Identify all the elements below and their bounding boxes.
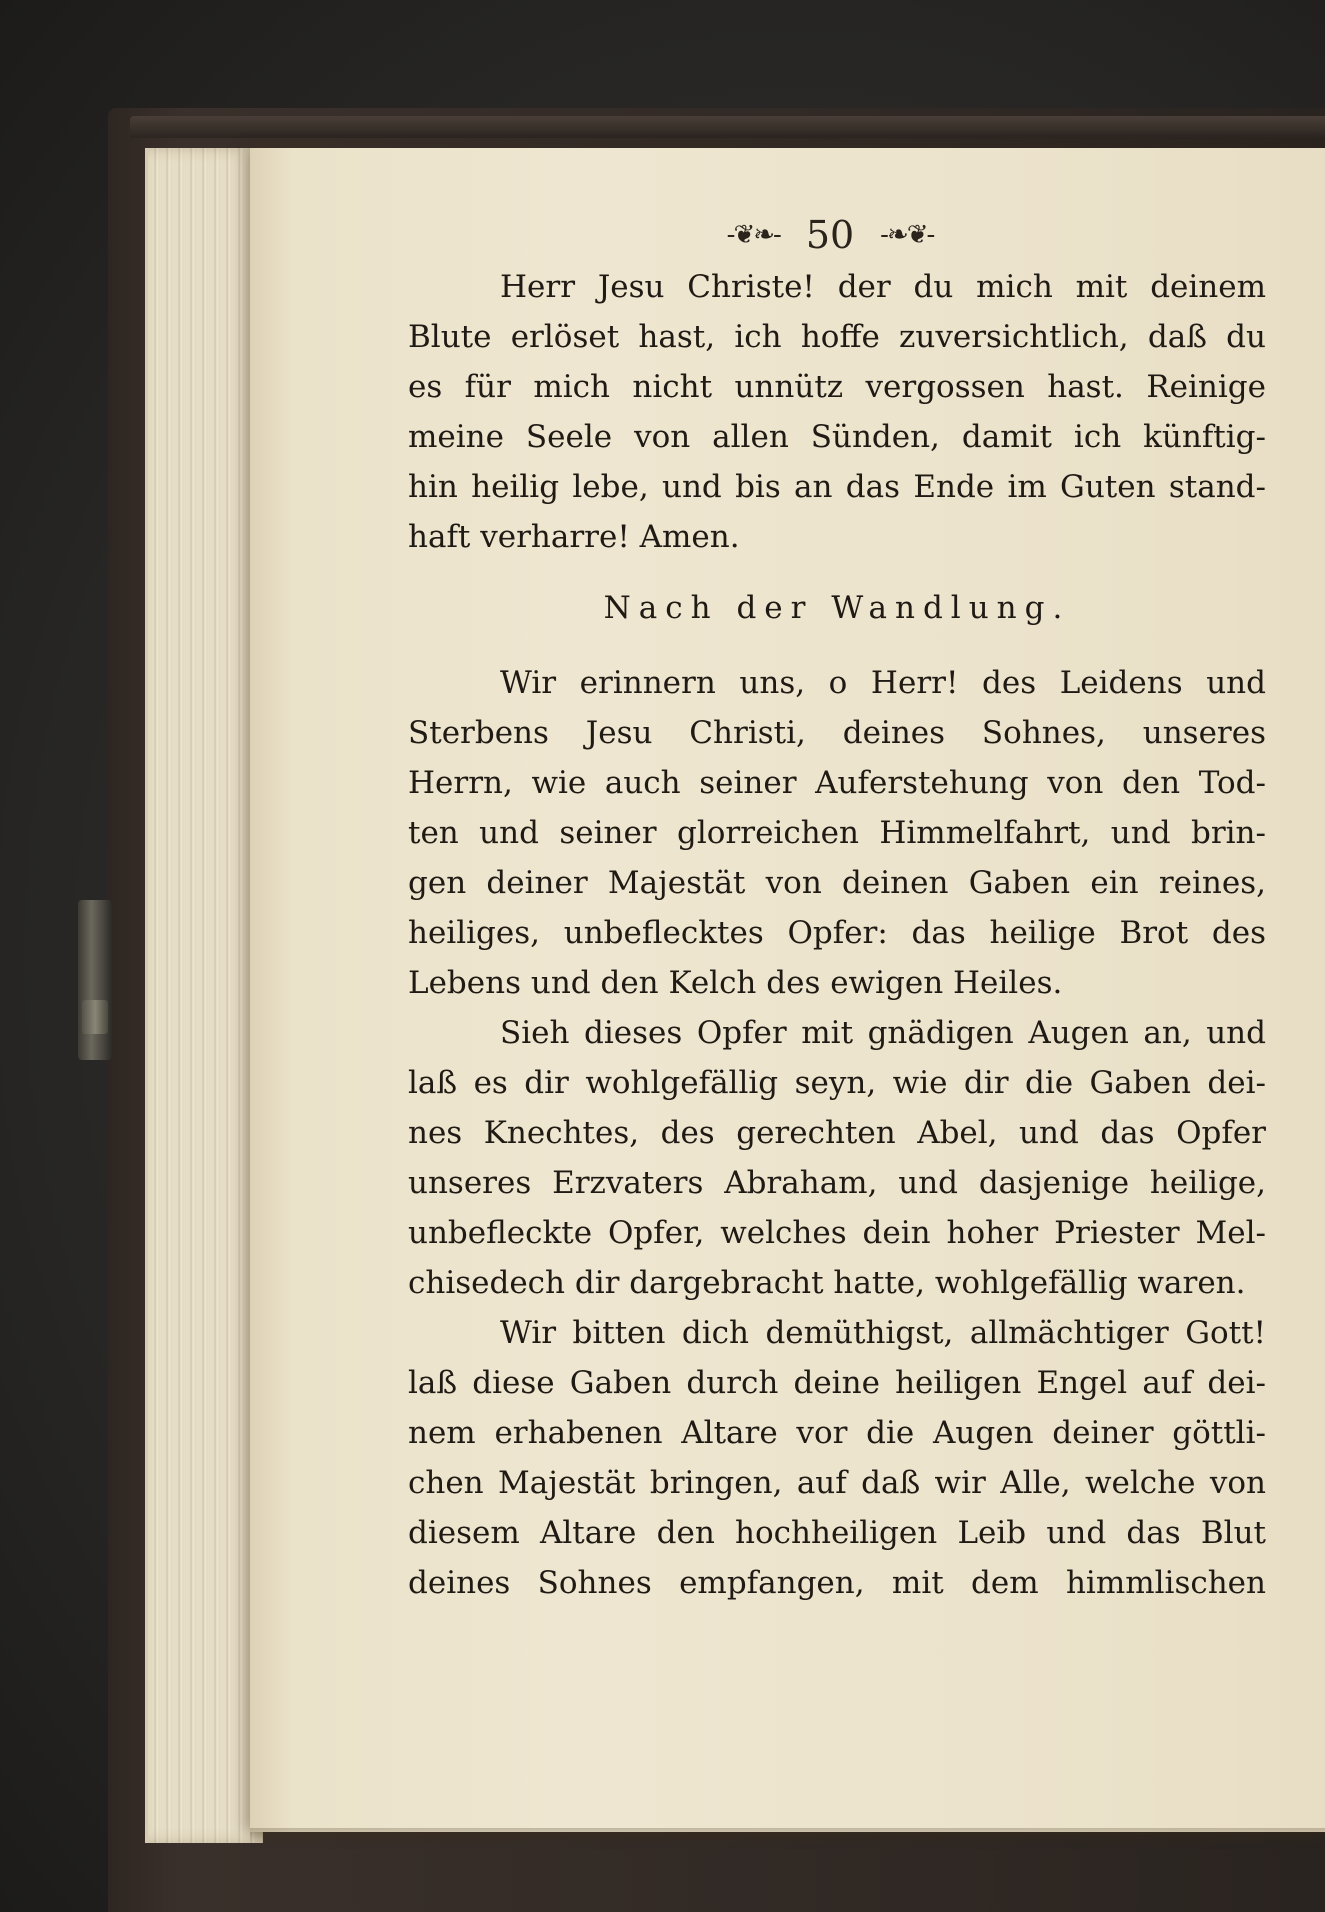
text-line: chisedech dir dargebracht hatte, wohlgefällig waren. bbox=[408, 1265, 1246, 1301]
text-line: Sieh dieses Opfer mit gnädigen Augen an, und bbox=[500, 1015, 1266, 1051]
text-line: hin heilig lebe, und bis an das Ende im Guten stand- bbox=[408, 469, 1266, 505]
text-line: haft verharre! Amen. bbox=[408, 519, 740, 555]
text-line: nem erhabenen Altare vor die Augen deiner göttli- bbox=[408, 1415, 1266, 1451]
paragraph-wir-erinnern bbox=[408, 658, 1266, 1008]
text-line: ten und seiner glorreichen Himmelfahrt, und brin- bbox=[408, 815, 1266, 851]
paragraph-wir-bitten-dich bbox=[408, 1308, 1266, 1608]
text-line: Wir erinnern uns, o Herr! des Leidens und bbox=[500, 665, 1266, 701]
text-line: Sterbens Jesu Christi, deines Sohnes, unseres bbox=[408, 715, 1266, 751]
text-line: unbefleckte Opfer, welches dein hoher Priester Mel- bbox=[408, 1215, 1266, 1251]
ornament-right-icon: -❧❦- bbox=[880, 220, 934, 250]
text-line: nes Knechtes, des gerechten Abel, und das Opfer bbox=[408, 1115, 1266, 1151]
book-clasp-knob bbox=[82, 1000, 108, 1034]
text-line: deines Sohnes empfangen, mit dem himmlischen bbox=[408, 1565, 1266, 1601]
page-edges bbox=[145, 148, 263, 1843]
book-clasp bbox=[78, 900, 112, 1060]
page-bottom-shadow bbox=[250, 1828, 1325, 1842]
text-line: gen deiner Majestät von deinen Gaben ein reines, bbox=[408, 865, 1266, 901]
text-line: meine Seele von allen Sünden, damit ich künftig- bbox=[408, 419, 1266, 455]
text-line: heiliges, unbeflecktes Opfer: das heilige Brot des bbox=[408, 915, 1266, 951]
text-line: laß es dir wohlgefällig seyn, wie dir die Gaben dei- bbox=[408, 1065, 1266, 1101]
text-line: chen Majestät bringen, auf daß wir Alle, welche von bbox=[408, 1465, 1266, 1501]
paragraph-prayer-herr-jesu bbox=[408, 262, 1266, 562]
text-line: Herr Jesu Christe! der du mich mit deinem bbox=[500, 269, 1266, 305]
text-line: es für mich nicht unnütz vergossen hast. Reinige bbox=[408, 369, 1266, 405]
text-line: diesem Altare den hochheiligen Leib und das Blut bbox=[408, 1515, 1266, 1551]
section-heading: Nach der Wandlung. bbox=[603, 590, 1071, 626]
book-cover-top-edge bbox=[130, 116, 1325, 138]
text-line: Lebens und den Kelch des ewigen Heiles. bbox=[408, 965, 1063, 1001]
paragraph-sieh-dieses-opfer bbox=[408, 1008, 1266, 1308]
text-line: Wir bitten dich demüthigst, allmächtiger Gott! bbox=[500, 1315, 1266, 1351]
page-text bbox=[408, 262, 1266, 1608]
text-line: Herrn, wie auch seiner Auferstehung von den Tod- bbox=[408, 765, 1266, 801]
text-line: Blute erlöset hast, ich hoffe zuversichtlich, daß du bbox=[408, 319, 1266, 355]
page-number: 50 bbox=[805, 213, 855, 257]
text-line: unseres Erzvaters Abraham, und dasjenige heilige, bbox=[408, 1165, 1266, 1201]
ornament-left-icon: -❦❧- bbox=[726, 220, 780, 250]
running-head bbox=[700, 210, 960, 260]
text-line: laß diese Gaben durch deine heiligen Engel auf dei- bbox=[408, 1365, 1266, 1401]
